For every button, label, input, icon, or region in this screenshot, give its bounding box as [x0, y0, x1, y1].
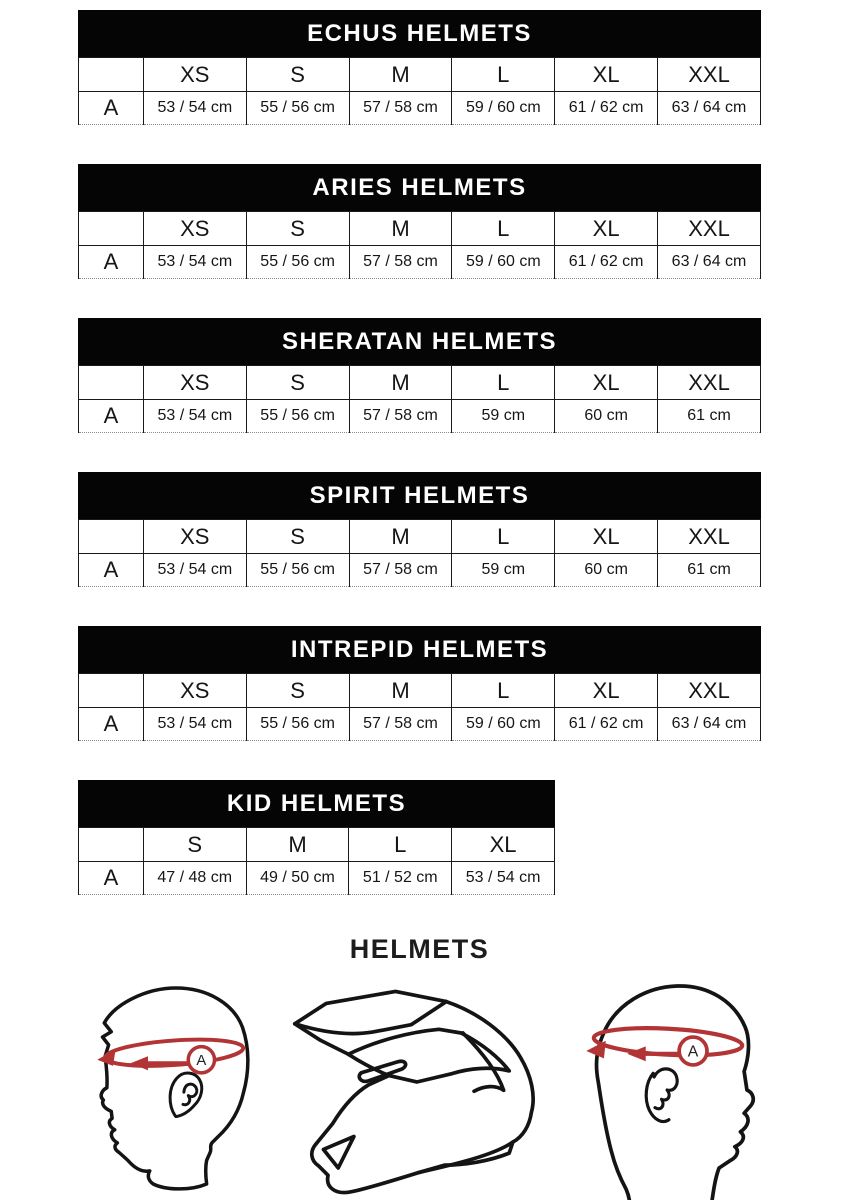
size-value: 47 / 48 cm — [143, 862, 246, 895]
corner-cell — [79, 58, 144, 92]
size-value: 61 / 62 cm — [555, 92, 658, 125]
table-title: SPIRIT HELMETS — [78, 472, 761, 519]
size-column-header: XL — [555, 674, 658, 708]
row-label: A — [79, 862, 144, 895]
size-column-header: XL — [555, 520, 658, 554]
size-value: 49 / 50 cm — [246, 862, 349, 895]
size-value: 53 / 54 cm — [143, 246, 246, 279]
size-table-intrepid-helmets — [78, 626, 761, 741]
size-value: 59 cm — [452, 400, 555, 433]
size-column-header: L — [452, 520, 555, 554]
size-column-header: XXL — [658, 366, 761, 400]
size-column-header: L — [452, 58, 555, 92]
corner-cell — [79, 212, 144, 246]
size-grid — [78, 673, 761, 741]
size-value: 61 / 62 cm — [555, 708, 658, 741]
size-value: 61 cm — [658, 554, 761, 587]
row-label: A — [79, 246, 144, 279]
head-outline — [101, 988, 248, 1189]
size-column-header: XXL — [658, 212, 761, 246]
measure-label: A — [687, 1043, 699, 1061]
size-grid — [78, 57, 761, 125]
size-grid — [78, 519, 761, 587]
diagram-heading: HELMETS — [349, 934, 490, 964]
head-outline — [597, 986, 754, 1200]
size-value: 55 / 56 cm — [246, 708, 349, 741]
size-value: 55 / 56 cm — [246, 92, 349, 125]
size-value: 57 / 58 cm — [349, 246, 452, 279]
size-value: 53 / 54 cm — [143, 554, 246, 587]
corner-cell — [79, 520, 144, 554]
content-column — [78, 0, 761, 1200]
size-value: 53 / 54 cm — [143, 92, 246, 125]
size-table-sheratan-helmets — [78, 318, 761, 433]
size-value: 57 / 58 cm — [349, 708, 452, 741]
size-column-header: M — [349, 366, 452, 400]
size-value: 59 / 60 cm — [452, 92, 555, 125]
size-column-header: S — [246, 674, 349, 708]
size-column-header: XS — [143, 674, 246, 708]
size-value: 59 cm — [452, 554, 555, 587]
corner-cell — [79, 366, 144, 400]
row-label: A — [79, 554, 144, 587]
row-label: A — [79, 708, 144, 741]
size-column-header: M — [246, 828, 349, 862]
table-title: ARIES HELMETS — [78, 164, 761, 211]
size-column-header: XL — [555, 58, 658, 92]
size-value: 55 / 56 cm — [246, 554, 349, 587]
size-value: 59 / 60 cm — [452, 246, 555, 279]
size-column-header: S — [246, 366, 349, 400]
size-column-header: S — [246, 58, 349, 92]
size-table-aries-helmets — [78, 164, 761, 279]
size-column-header: M — [349, 674, 452, 708]
size-grid — [78, 365, 761, 433]
row-label: A — [79, 400, 144, 433]
size-column-header: S — [143, 828, 246, 862]
size-table-kid-helmets — [78, 780, 555, 895]
size-column-header: M — [349, 520, 452, 554]
size-value: 51 / 52 cm — [349, 862, 452, 895]
size-value: 63 / 64 cm — [658, 246, 761, 279]
size-value: 53 / 54 cm — [143, 400, 246, 433]
size-column-header: M — [349, 212, 452, 246]
size-table-spirit-helmets — [78, 472, 761, 587]
size-value: 60 cm — [555, 554, 658, 587]
size-column-header: XL — [555, 366, 658, 400]
size-column-header: L — [452, 674, 555, 708]
size-value: 53 / 54 cm — [143, 708, 246, 741]
measurement-figures — [78, 973, 761, 1200]
size-column-header: L — [452, 212, 555, 246]
size-value: 60 cm — [555, 400, 658, 433]
table-title: SHERATAN HELMETS — [78, 318, 761, 365]
size-grid — [78, 827, 555, 895]
size-column-header: M — [349, 58, 452, 92]
size-column-header: XXL — [658, 520, 761, 554]
size-column-header: L — [349, 828, 452, 862]
size-column-header: XS — [143, 212, 246, 246]
size-value: 53 / 54 cm — [452, 862, 555, 895]
table-title: ECHUS HELMETS — [78, 10, 761, 57]
corner-cell — [79, 828, 144, 862]
size-value: 61 cm — [658, 400, 761, 433]
table-title: INTREPID HELMETS — [78, 626, 761, 673]
size-value: 57 / 58 cm — [349, 554, 452, 587]
size-table-echus-helmets — [78, 10, 761, 125]
size-value: 55 / 56 cm — [246, 400, 349, 433]
size-value: 63 / 64 cm — [658, 708, 761, 741]
row-label: A — [79, 92, 144, 125]
size-column-header: XL — [452, 828, 555, 862]
head-profile-right-figure — [575, 973, 761, 1200]
size-column-header: XXL — [658, 58, 761, 92]
size-column-header: XS — [143, 520, 246, 554]
size-value: 57 / 58 cm — [349, 92, 452, 125]
table-title: KID HELMETS — [78, 780, 555, 827]
size-column-header: XS — [143, 58, 246, 92]
size-column-header: S — [246, 212, 349, 246]
size-grid — [78, 211, 761, 279]
measure-label: A — [196, 1053, 207, 1069]
head-profile-left-figure — [78, 979, 253, 1200]
size-value: 55 / 56 cm — [246, 246, 349, 279]
size-column-header: XXL — [658, 674, 761, 708]
size-value: 57 / 58 cm — [349, 400, 452, 433]
size-value: 63 / 64 cm — [658, 92, 761, 125]
size-column-header: L — [452, 366, 555, 400]
size-column-header: XS — [143, 366, 246, 400]
size-value: 61 / 62 cm — [555, 246, 658, 279]
size-column-header: XL — [555, 212, 658, 246]
size-column-header: S — [246, 520, 349, 554]
size-value: 59 / 60 cm — [452, 708, 555, 741]
motocross-helmet-figure — [280, 983, 548, 1200]
corner-cell — [79, 674, 144, 708]
size-tables — [78, 10, 761, 895]
